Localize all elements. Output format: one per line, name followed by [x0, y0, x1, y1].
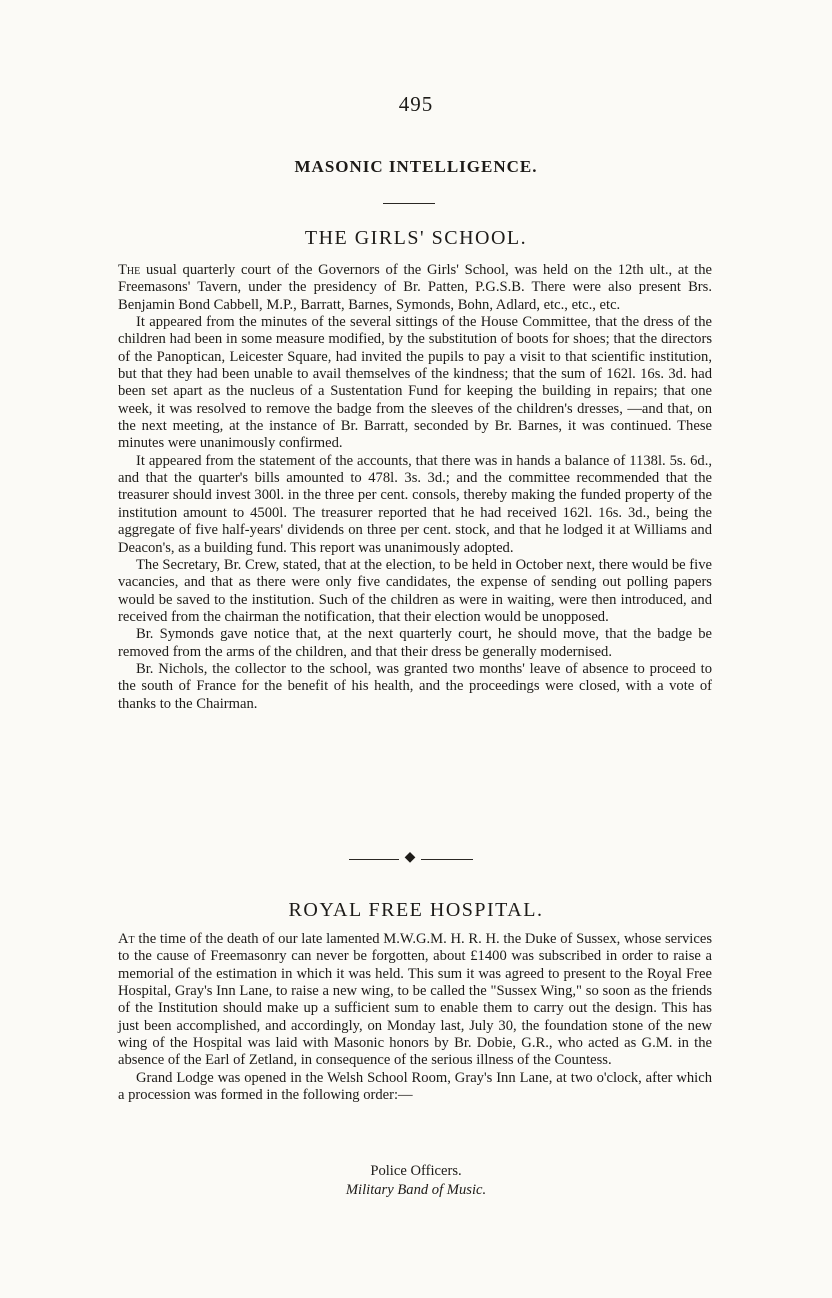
girls-school-paragraph-1: [118, 262, 712, 314]
girls-school-title: THE GIRLS' SCHOOL.: [304, 227, 528, 249]
section-divider: [349, 850, 473, 867]
procession-line-police: Police Officers.: [370, 1163, 462, 1179]
girls-school-paragraph-5: Br. Symonds gave notice that, at the next quarterly court, he should move, that the badge be removed from the arms of the children, and that their dress be generally modernised.: [118, 626, 712, 660]
girls-school-paragraph-2: It appeared from the minutes of the several sittings of the House Committee, that the dress of the children had been in some measure modified, by the substitution of boots for shoes; that the directors of the Panoptican, Leicester Square, had invited the pupils to pay a visit to that scientific institution, but that they had been unable to avail themselves of the kindness; that the sum of 162l. 16s. 3d. had been set apart as the nucleus of a Sustentation Fund for keeping the building in repairs; that one week, it was resolved to remove the badge from the sleeves of the children's dresses, —and that, on the next meeting, at the instance of Br. Barratt, seconded by Br. Barnes, it was continued. These minutes were unanimously confirmed.: [118, 314, 712, 452]
diamond-ornament-icon: ◆: [404, 850, 416, 865]
hospital-paragraph-1: [118, 931, 712, 1070]
girls-school-paragraph-3: It appeared from the statement of the accounts, that there was in hands a balance of 1138l. 5s. 6d., and that the quarter's bills amounted to 478l. 3s. 3d.; and the committee recommended that the treasurer should invest 300l. in the three per cent. consols, thereby making the funded property of the institution amount to 4500l. The treasurer reported that he had received 162l. 16s. 3d., being the aggregate of five half-years' dividends on three per cent. stock, and that he lodged it at Williams and Deacon's, as a building fund. This report was unanimously adopted.: [118, 452, 712, 556]
girls-school-article: [118, 262, 712, 713]
girls-school-paragraph-6: Br. Nichols, the collector to the school, was granted two months' leave of absence to proceed to the south of France for the benefit of his health, and the proceedings were closed, with a vote of thanks to the Chairman.: [118, 660, 712, 712]
page-number: 495: [398, 92, 434, 116]
masthead-rule: [383, 203, 435, 204]
drop-lead-word: The: [118, 262, 141, 278]
royal-free-hospital-title: ROYAL FREE HOSPITAL.: [288, 899, 544, 921]
paragraph-text: usual quarterly court of the Governors of the Girls' School, was held on the 12th ult., at the Freemasons' Tavern, under the presidency of Br. Patten, P.G.S.B. There were also present Brs. Benjamin Bond Cabbell, M.P., Barratt, Barnes, Symonds, Bohn, Adlard, etc., etc., etc.: [118, 262, 712, 313]
divider-line-right: [421, 859, 473, 860]
divider-line-left: [349, 859, 399, 860]
drop-lead-word: At: [118, 931, 135, 947]
procession-line-band: Military Band of Music.: [345, 1182, 487, 1198]
masthead: MASONIC INTELLIGENCE.: [294, 157, 538, 176]
hospital-paragraph-2: Grand Lodge was opened in the Welsh School Room, Gray's Inn Lane, at two o'clock, after which a procession was formed in the following order:—: [118, 1069, 712, 1104]
girls-school-paragraph-4: The Secretary, Br. Crew, stated, that at the election, to be held in October next, there would be five vacancies, and that as there were only five candidates, the expense of sending out polling papers would be saved to the institution. Such of the children as were in waiting, were then introduced, and received from the chairman the notification, that their election would be unopposed.: [118, 556, 712, 625]
royal-free-hospital-article: [118, 931, 712, 1104]
paragraph-text: the time of the death of our late lamented M.W.G.M. H. R. H. the Duke of Sussex, whose services to the cause of Freemasonry can never be forgotten, about £1400 was subscribed in order to raise a memorial of the estimation in which it was held. This sum it was agreed to present to the Royal Free Hospital, Gray's Inn Lane, to raise a new wing, to be called the "Sussex Wing," so soon as the friends of the Institution should make up a sufficient sum to enable them to carry out the design. This has just been accomplished, and accordingly, on Monday last, July 30, the foundation stone of the new wing of the Hospital was laid with Masonic honors by Br. Dobie, G.R., who acted as G.M. in the absence of the Earl of Zetland, in consequence of the serious illness of the Countess.: [118, 931, 712, 1069]
